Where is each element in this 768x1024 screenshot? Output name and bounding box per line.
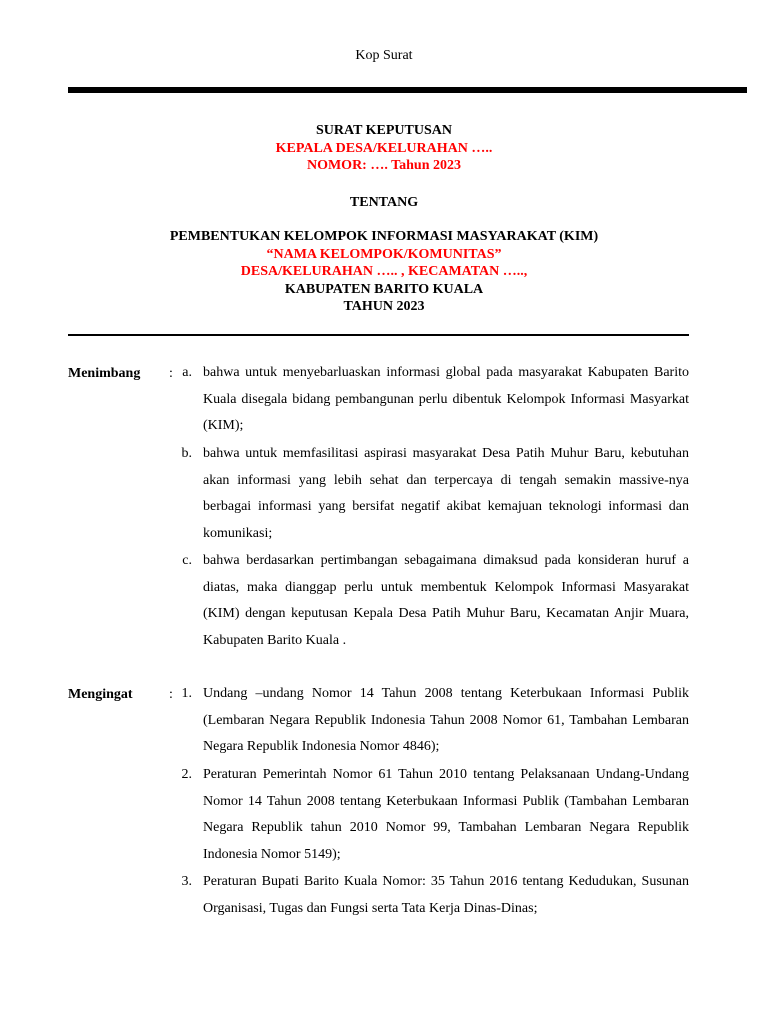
title-block-2: [68, 228, 700, 316]
village-district: DESA/KELURAHAN ….. , KECAMATAN …..,: [240, 264, 528, 279]
mengingat-item-1: [170, 681, 689, 761]
subject-title: PEMBENTUKAN KELOMPOK INFORMASI MASYARAKAT (KIM): [169, 229, 599, 244]
mengingat-item-2: [170, 762, 689, 869]
header-divider-thick: [68, 87, 747, 93]
item-marker: b.: [181, 446, 192, 461]
item-text: Undang –undang Nomor 14 Tahun 2008 tentang Keterbukaan Informasi Publik (Lembaran Negara Republik Indonesia Tahun 2008 Nomor 61, Tambahan Lembaran Negara Republik Indonesia Nomor 4846);: [203, 686, 689, 755]
issuer-title: KEPALA DESA/KELURAHAN …..: [275, 140, 493, 156]
mengingat-colon: :: [169, 687, 173, 702]
item-marker: c.: [182, 553, 192, 568]
menimbang-label: Menimbang: [68, 366, 141, 381]
year: TAHUN 2023: [343, 299, 425, 314]
item-text: bahwa berdasarkan pertimbangan sebagaimana dimaksud pada konsideran huruf a diatas, maka dianggap perlu untuk membentuk Kelompok Informasi Masyarakat (KIM) dengan keputusan Kepala Desa Patih Muhur Baru, Kecamatan Anjir Muara, Kabupaten Barito Kuala .: [203, 553, 689, 649]
mengingat-item-3: [170, 869, 689, 922]
kop-surat: Kop Surat: [355, 48, 413, 63]
regency: KABUPATEN BARITO KUALA: [284, 281, 484, 297]
menimbang-item-c: [170, 548, 689, 655]
item-marker: a.: [182, 365, 192, 380]
item-marker: 1.: [181, 686, 192, 701]
group-name: “NAMA KELOMPOK/KOMUNITAS”: [266, 246, 502, 262]
menimbang-colon: :: [169, 366, 173, 381]
title-divider: [68, 334, 689, 336]
menimbang-item-a: [170, 360, 689, 440]
item-marker: 2.: [181, 767, 192, 782]
item-text: Peraturan Bupati Barito Kuala Nomor: 35 Tahun 2016 tentang Kedudukan, Susunan Organisasi, Tugas dan Fungsi serta Tata Kerja Dinas-Dinas;: [203, 874, 689, 916]
item-text: bahwa untuk menyebarluaskan informasi global pada masyarakat Kabupaten Barito Kuala disegala bidang pembangunan perlu dibentuk Kelompok Informasi Masyarkat (KIM);: [203, 365, 689, 434]
tentang-heading: TENTANG: [349, 195, 419, 210]
title-block-1: [68, 122, 700, 175]
menimbang-item-b: [170, 441, 689, 548]
mengingat-label: Mengingat: [68, 687, 133, 702]
item-marker: 3.: [181, 874, 192, 889]
item-text: bahwa untuk memfasilitasi aspirasi masyarakat Desa Patih Muhur Baru, kebutuhan akan informasi yang lebih sehat dan terpercaya di tengah semakin massive-nya berbagai informasi yang bersifat negatif akibat kemajuan teknologi informasi dan komunikasi;: [203, 446, 689, 542]
decree-number: NOMOR: …. Tahun 2023: [306, 158, 462, 173]
item-text: Peraturan Pemerintah Nomor 61 Tahun 2010 tentang Pelaksanaan Undang-Undang Nomor 14 Tahun 2008 tentang Keterbukaan Informasi Publik (Tambahan Lembaran Negara Republik tahun 2010 Nomor 99, Tambahan Lembaran Negara Republik Indonesia Nomor 5149);: [203, 767, 689, 863]
decree-title: SURAT KEPUTUSAN: [315, 123, 452, 138]
